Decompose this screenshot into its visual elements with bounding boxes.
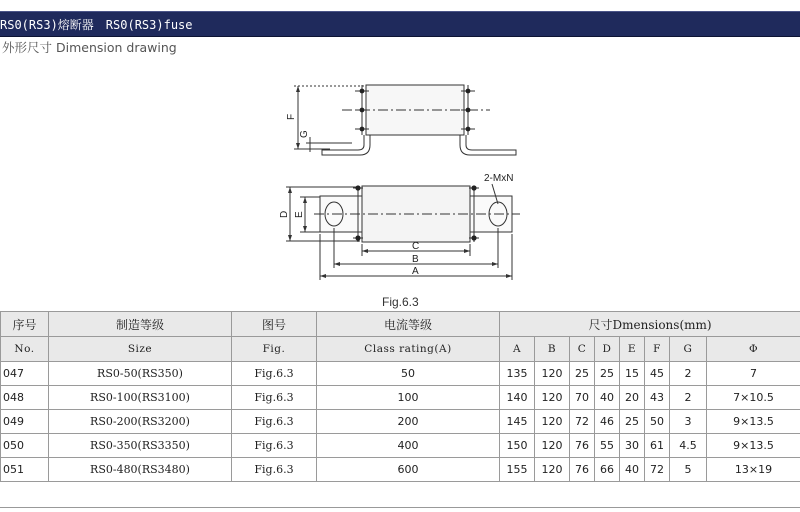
cell-dim-g: 2 [670, 362, 707, 386]
cell-no: 051 [1, 458, 49, 482]
cell-dim-f: 50 [645, 410, 670, 434]
cell-dim-g: 5 [670, 458, 707, 482]
cell-dim-b: 120 [535, 386, 570, 410]
table-row [1, 434, 800, 458]
cell-fig: Fig.6.3 [232, 434, 317, 458]
cell-fig: Fig.6.3 [232, 386, 317, 410]
cell-rating: 200 [317, 410, 500, 434]
table-row [1, 410, 800, 434]
spec-table [0, 311, 800, 482]
header-dim-b: B [535, 337, 570, 362]
dimension-drawing [0, 60, 800, 292]
cell-dim-phi: 13×19 [707, 458, 800, 482]
header-fig-en: Fig. [232, 337, 317, 362]
cell-rating: 100 [317, 386, 500, 410]
dim-label-f: F [286, 113, 297, 120]
cell-dim-c: 76 [570, 434, 595, 458]
table-header-cn [1, 312, 800, 337]
dim-label-d: D [279, 210, 290, 218]
cell-rating: 50 [317, 362, 500, 386]
cell-dim-e: 40 [620, 458, 645, 482]
cell-dim-a: 145 [500, 410, 535, 434]
cell-rating: 400 [317, 434, 500, 458]
cell-dim-a: 140 [500, 386, 535, 410]
cell-no: 048 [1, 386, 49, 410]
cell-dim-d: 25 [595, 362, 620, 386]
bottom-divider [0, 507, 800, 508]
cell-dim-f: 43 [645, 386, 670, 410]
cell-fig: Fig.6.3 [232, 410, 317, 434]
header-dim-d: D [595, 337, 620, 362]
cell-dim-a: 135 [500, 362, 535, 386]
dim-label-holes: 2-MxN [484, 173, 514, 184]
cell-dim-b: 120 [535, 434, 570, 458]
table-row [1, 362, 800, 386]
cell-dim-e: 25 [620, 410, 645, 434]
cell-no: 050 [1, 434, 49, 458]
cell-size: RS0-350(RS3350) [49, 434, 232, 458]
cell-dim-f: 45 [645, 362, 670, 386]
header-dim-e: E [620, 337, 645, 362]
cell-dim-c: 25 [570, 362, 595, 386]
header-dim-c: C [570, 337, 595, 362]
cell-dim-d: 46 [595, 410, 620, 434]
cell-dim-a: 155 [500, 458, 535, 482]
title-bar [0, 11, 800, 37]
page-title: RS0(RS3)熔断器 RS0(RS3)fuse [0, 18, 193, 32]
dim-label-g: G [299, 130, 310, 138]
cell-dim-phi: 9×13.5 [707, 410, 800, 434]
dim-label-e: E [294, 211, 305, 218]
header-dim-phi: Φ [707, 337, 800, 362]
cell-dim-f: 72 [645, 458, 670, 482]
cell-dim-d: 40 [595, 386, 620, 410]
cell-dim-g: 4.5 [670, 434, 707, 458]
table-row [1, 386, 800, 410]
cell-dim-f: 61 [645, 434, 670, 458]
cell-no: 049 [1, 410, 49, 434]
cell-size: RS0-480(RS3480) [49, 458, 232, 482]
dim-label-a: A [412, 266, 419, 277]
cell-dim-phi: 7 [707, 362, 800, 386]
cell-no: 047 [1, 362, 49, 386]
cell-dim-phi: 7×10.5 [707, 386, 800, 410]
cell-dim-c: 70 [570, 386, 595, 410]
dim-label-c: C [412, 241, 420, 252]
header-dim-f: F [645, 337, 670, 362]
section-subtitle: 外形尺寸 Dimension drawing [2, 40, 177, 55]
cell-size: RS0-100(RS3100) [49, 386, 232, 410]
cell-dim-b: 120 [535, 362, 570, 386]
cell-dim-a: 150 [500, 434, 535, 458]
cell-dim-c: 76 [570, 458, 595, 482]
dim-label-b: B [412, 254, 419, 265]
cell-fig: Fig.6.3 [232, 458, 317, 482]
cell-rating: 600 [317, 458, 500, 482]
cell-dim-g: 2 [670, 386, 707, 410]
table-header-en [1, 337, 800, 362]
cell-dim-b: 120 [535, 410, 570, 434]
header-dimensions: 尺寸Dmensions(mm) [500, 312, 800, 337]
header-size-en: Size [49, 337, 232, 362]
header-no-en: No. [1, 337, 49, 362]
cell-dim-e: 30 [620, 434, 645, 458]
cell-dim-e: 15 [620, 362, 645, 386]
header-size-cn: 制造等级 [49, 312, 232, 337]
header-dim-g: G [670, 337, 707, 362]
cell-dim-e: 20 [620, 386, 645, 410]
cell-dim-d: 55 [595, 434, 620, 458]
header-rating-en: Class rating(A) [317, 337, 500, 362]
cell-dim-c: 72 [570, 410, 595, 434]
cell-dim-d: 66 [595, 458, 620, 482]
header-dim-a: A [500, 337, 535, 362]
cell-size: RS0-200(RS3200) [49, 410, 232, 434]
cell-fig: Fig.6.3 [232, 362, 317, 386]
header-no-cn: 序号 [1, 312, 49, 337]
cell-size: RS0-50(RS350) [49, 362, 232, 386]
cell-dim-b: 120 [535, 458, 570, 482]
cell-dim-phi: 9×13.5 [707, 434, 800, 458]
cell-dim-g: 3 [670, 410, 707, 434]
table-row [1, 458, 800, 482]
figure-caption: Fig.6.3 [382, 295, 419, 309]
header-fig-cn: 图号 [232, 312, 317, 337]
header-rating-cn: 电流等级 [317, 312, 500, 337]
